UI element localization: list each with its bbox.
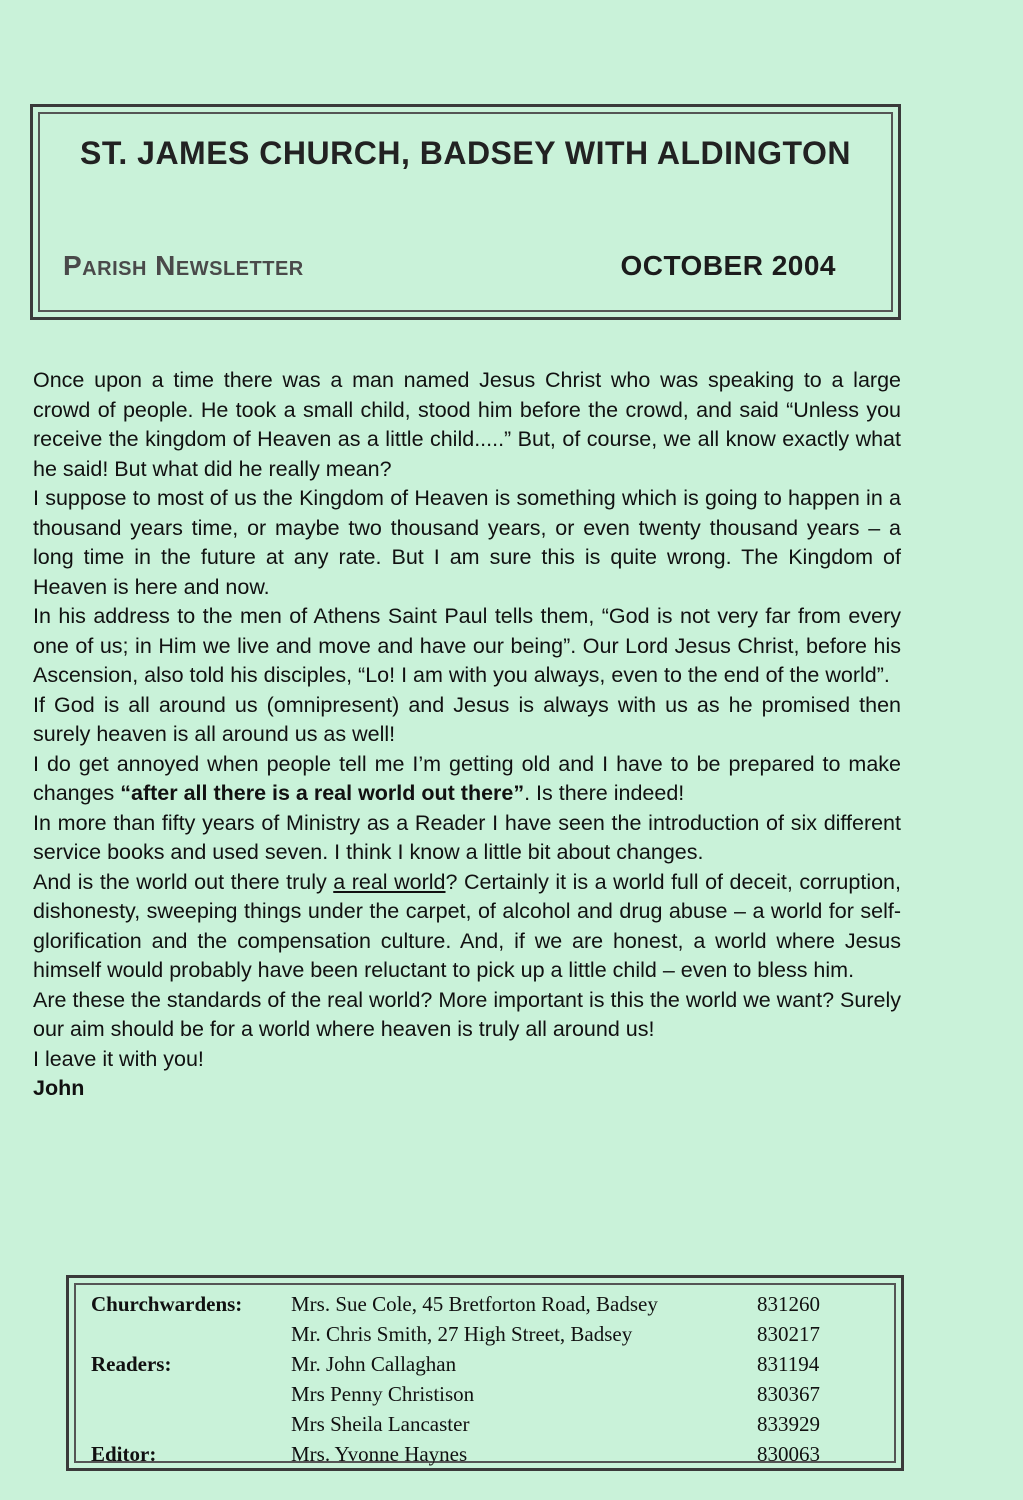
article-paragraph: I suppose to most of us the Kingdom of Heaven is something which is going to happen in a thousand years time, or maybe two thousand years, or even twenty thousand years – a long time in the future at any rate. But I am sure this is quite wrong. The Kingdom of Heaven is here and now. bbox=[33, 486, 901, 599]
contact-phone: 831194 bbox=[757, 1352, 820, 1376]
contact-phone: 830217 bbox=[757, 1322, 820, 1346]
underlined-phrase: a real world bbox=[333, 869, 446, 894]
contact-name: Mrs Sheila Lancaster bbox=[291, 1412, 470, 1436]
author-name: John bbox=[33, 1076, 85, 1100]
contact-name: Mr. Chris Smith, 27 High Street, Badsey bbox=[291, 1322, 633, 1346]
masthead-box bbox=[30, 104, 901, 320]
article-body bbox=[33, 366, 901, 1104]
article-paragraph bbox=[33, 750, 901, 809]
contact-role bbox=[91, 1379, 291, 1409]
contact-name: Mrs Penny Christison bbox=[291, 1382, 475, 1406]
issue-date: OCTOBER 2004 bbox=[620, 250, 836, 281]
contact-phone: 830367 bbox=[757, 1382, 820, 1406]
contact-role bbox=[91, 1409, 291, 1439]
contact-name: Mrs. Sue Cole, 45 Bretforton Road, Badsey bbox=[291, 1292, 658, 1316]
contact-role bbox=[91, 1319, 291, 1349]
contact-name: Mr. John Callaghan bbox=[291, 1352, 457, 1376]
contact-role: Readers: bbox=[91, 1352, 172, 1376]
contacts-table bbox=[91, 1289, 820, 1469]
contacts-box bbox=[66, 1275, 904, 1471]
article-paragraph: Once upon a time there was a man named Jesus Christ who was speaking to a large crowd of people. He took a small child, stood him before the crowd, and said “Unless you receive the kingdom of Heaven as a little child.....” But, of course, we all know exactly what he said! But what did he really mean? bbox=[33, 368, 901, 481]
article-paragraph: In more than fifty years of Ministry as a Reader I have seen the introduction of six different service books and used seven. I think I know a little bit about changes. bbox=[33, 810, 901, 864]
article-paragraph: If God is all around us (omnipresent) and Jesus is always with us as he promised then surely heaven is all around us as well! bbox=[33, 692, 901, 746]
contact-row bbox=[91, 1289, 820, 1319]
signoff-line: I leave it with you! bbox=[33, 1046, 204, 1071]
article-text: And is the world out there truly bbox=[33, 869, 334, 894]
church-title: ST. JAMES CHURCH, BADSEY WITH ALDINGTON bbox=[80, 135, 851, 171]
article-text: I do get annoyed when people tell me I’m getting old and I have to be prepared to make changes bbox=[33, 751, 901, 805]
article-paragraph: Are these the standards of the real world? More important is this the world we want? Surely our aim should be for a world where heaven is truly all around us! bbox=[33, 987, 901, 1041]
article-paragraph: In his address to the men of Athens Saint Paul tells them, “God is not very far from every one of us; in Him we live and move and have our being”. Our Lord Jesus Christ, before his Ascension, also told his disciples, “Lo! I am with you always, even to the end of the world”. bbox=[33, 604, 901, 687]
contact-phone: 830063 bbox=[757, 1442, 820, 1466]
contact-phone: 831260 bbox=[757, 1292, 820, 1316]
contact-role: Churchwardens: bbox=[91, 1292, 243, 1316]
contact-role: Editor: bbox=[91, 1442, 157, 1466]
contact-row bbox=[91, 1319, 820, 1349]
contact-row bbox=[91, 1439, 820, 1469]
article-text: ? Certainly it is a world full of deceit, corruption, dishonesty, sweeping things under the carpet, of alcohol and drug abuse – a world for self-glorification and the compensation culture. And, if we are honest, a world where Jesus himself would probably have been reluctant to pick up a little child – even to bless him. bbox=[33, 869, 901, 982]
newsletter-label: Parish Newsletter bbox=[63, 250, 304, 281]
contact-phone: 833929 bbox=[757, 1412, 820, 1436]
contact-name: Mrs. Yvonne Haynes bbox=[291, 1442, 468, 1466]
article-paragraph bbox=[33, 868, 901, 986]
contact-row bbox=[91, 1409, 820, 1439]
contact-row bbox=[91, 1349, 820, 1379]
contact-row bbox=[91, 1379, 820, 1409]
article-text: . Is there indeed! bbox=[524, 781, 685, 805]
bold-quote: “after all there is a real world out there” bbox=[120, 781, 525, 805]
